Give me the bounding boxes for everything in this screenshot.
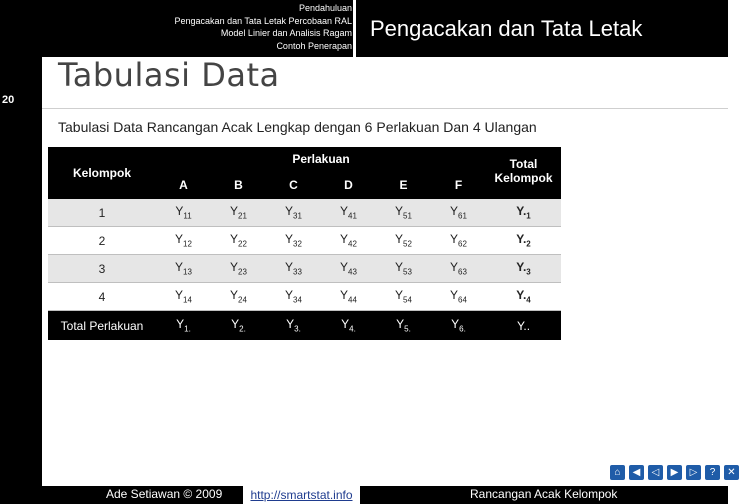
table-cell: $Y_{13}$: [156, 255, 211, 283]
table-cell: $Y_{43}$: [321, 255, 376, 283]
table-cell: $Y_{33}$: [266, 255, 321, 283]
header-divider: [353, 0, 356, 57]
col-header-e: E: [376, 171, 431, 199]
col-header-d: D: [321, 171, 376, 199]
table-cell: $Y_{41}$: [321, 199, 376, 227]
left-accent-top: [0, 57, 42, 91]
table-cell: $Y_{32}$: [266, 227, 321, 255]
footer-author: Ade Setiawan © 2009: [106, 487, 223, 501]
last-icon[interactable]: ▷: [686, 465, 701, 480]
table-cell: $Y_{24}$: [211, 283, 266, 311]
header-total-line2: Kelompok: [486, 171, 561, 199]
subtitle: Tabulasi Data Rancangan Acak Lengkap dengan 6 Perlakuan Dan 4 Ulangan: [58, 119, 537, 135]
col-header-a: A: [156, 171, 211, 199]
first-icon[interactable]: ◀: [629, 465, 644, 480]
table-row: [48, 199, 561, 227]
table-cell: $Y_{14}$: [156, 283, 211, 311]
navigation-controls: [610, 462, 739, 482]
col-header-f: F: [431, 171, 486, 199]
table-cell: $Y_{61}$: [431, 199, 486, 227]
table-cell: $Y_{62}$: [431, 227, 486, 255]
footer-total-perlakuan-label: Total Perlakuan: [48, 311, 156, 341]
slide-number: 20: [2, 94, 15, 106]
table-cell: $Y_{11}$: [156, 199, 211, 227]
col-header-b: B: [211, 171, 266, 199]
row-total-kelompok: $Y._3$: [486, 255, 561, 283]
home-icon[interactable]: ⌂: [610, 465, 625, 480]
menu-item-pengacakan-ral[interactable]: Pengacakan dan Tata Letak Percobaan RAL: [174, 15, 352, 26]
title-rule: [42, 108, 728, 109]
table-cell: $Y_{31}$: [266, 199, 321, 227]
help-icon[interactable]: ?: [705, 465, 720, 480]
table-cell: $Y_{63}$: [431, 255, 486, 283]
table-cell: $Y_{64}$: [431, 283, 486, 311]
table-row: [48, 227, 561, 255]
data-table: [48, 147, 561, 340]
footer-cell: $Y_{5.}$: [376, 311, 431, 341]
header-title: Pengacakan dan Tata Letak: [358, 0, 728, 57]
footer-cell: $Y_{1.}$: [156, 311, 211, 341]
table-cell: $Y_{53}$: [376, 255, 431, 283]
table-cell: $Y_{44}$: [321, 283, 376, 311]
table-cell: $Y_{12}$: [156, 227, 211, 255]
header-bar: [0, 0, 728, 57]
footer-cell: $Y_{4.}$: [321, 311, 376, 341]
table-cell: $Y_{23}$: [211, 255, 266, 283]
menu-item-model-linier[interactable]: Model Linier dan Analisis Ragam: [220, 28, 352, 38]
footer-section: Rancangan Acak Kelompok: [470, 487, 618, 501]
menu-item-pendahuluan[interactable]: Pendahuluan: [298, 3, 352, 13]
left-accent-bar: [0, 110, 42, 504]
header-kelompok: Kelompok: [48, 147, 156, 199]
table-cell: $Y_{22}$: [211, 227, 266, 255]
section-menu: [0, 2, 352, 52]
row-total-kelompok: $Y._4$: [486, 283, 561, 311]
header-total-line1: Total: [486, 147, 561, 171]
table-row: [48, 283, 561, 311]
table-cell: $Y_{34}$: [266, 283, 321, 311]
menu-item-contoh-penerapan[interactable]: Contoh Penerapan: [276, 40, 352, 51]
row-kelompok-label: 3: [48, 255, 156, 283]
page-title: Tabulasi Data: [58, 56, 280, 94]
footer-grand-total: Y..: [486, 311, 561, 341]
footer-bar: [42, 486, 728, 504]
prev-icon[interactable]: ◁: [648, 465, 663, 480]
footer-cell: $Y_{6.}$: [431, 311, 486, 341]
footer-cell: $Y_{3.}$: [266, 311, 321, 341]
row-total-kelompok: $Y._1$: [486, 199, 561, 227]
table-cell: $Y_{21}$: [211, 199, 266, 227]
footer-link[interactable]: http://smartstat.info: [243, 486, 360, 504]
row-kelompok-label: 1: [48, 199, 156, 227]
table-cell: $Y_{52}$: [376, 227, 431, 255]
footer-cell: $Y_{2.}$: [211, 311, 266, 341]
row-total-kelompok: $Y._2$: [486, 227, 561, 255]
table-cell: $Y_{51}$: [376, 199, 431, 227]
next-icon[interactable]: ▶: [667, 465, 682, 480]
end-icon[interactable]: ✕: [724, 465, 739, 480]
table-cell: $Y_{42}$: [321, 227, 376, 255]
header-perlakuan: Perlakuan: [156, 147, 486, 171]
table-row: [48, 255, 561, 283]
row-kelompok-label: 2: [48, 227, 156, 255]
col-header-c: C: [266, 171, 321, 199]
row-kelompok-label: 4: [48, 283, 156, 311]
table-cell: $Y_{54}$: [376, 283, 431, 311]
